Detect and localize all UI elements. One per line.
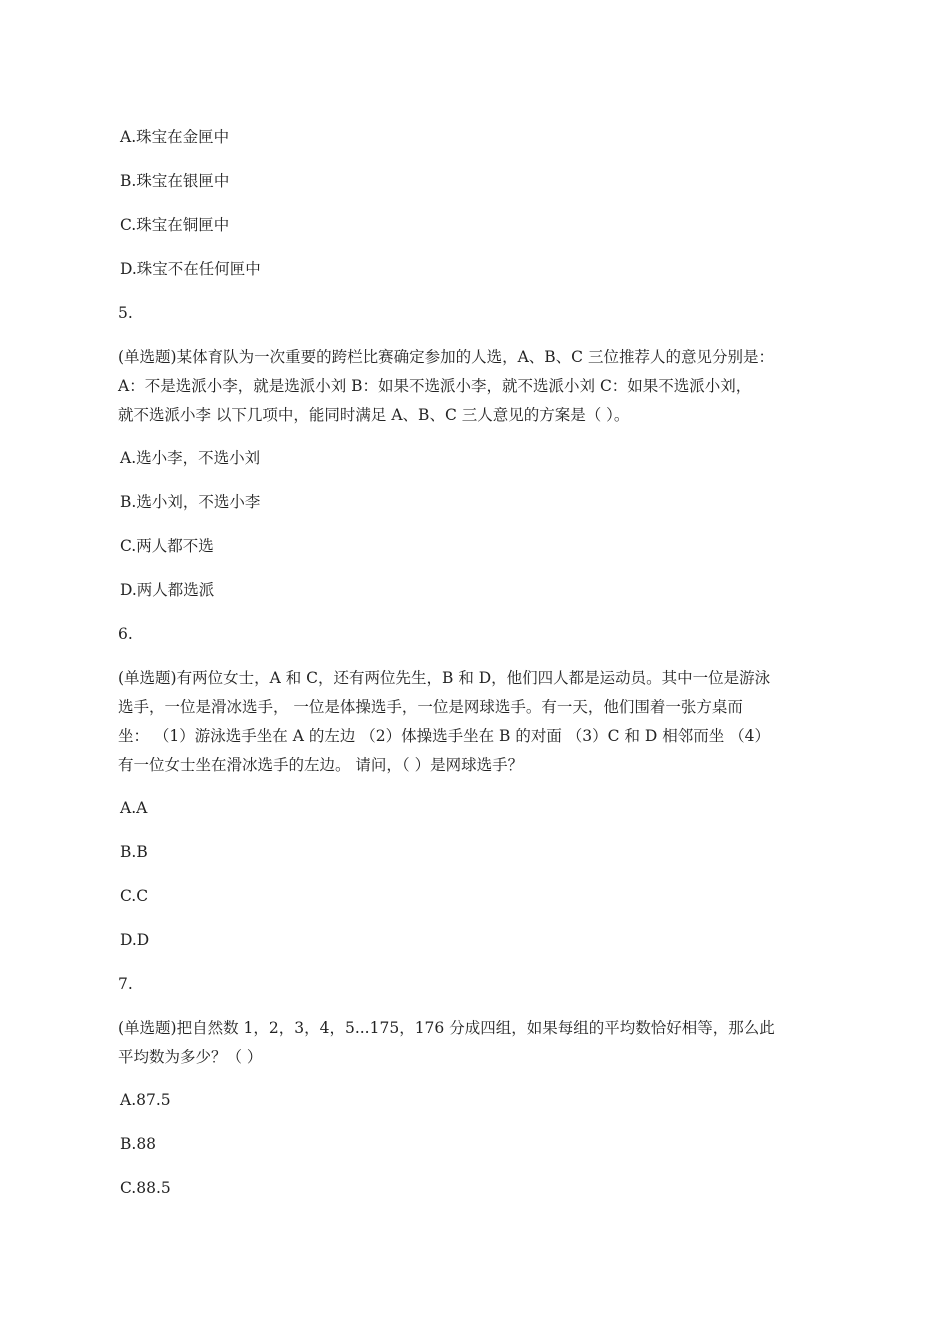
q6-stem-line-2: 选手，一位是滑冰选手， 一位是体操选手，一位是网球选手。有一天，他们围着一张方桌而 (118, 698, 743, 716)
q6-stem-line-4: 有一位女士坐在滑冰选手的左边。 请问，（ ）是网球选手？ (118, 756, 524, 774)
q6-stem-line-3: 坐： （1）游泳选手坐在 A 的左边 （2）体操选手坐在 B 的对面 （3）C 和 D 相邻而坐 （4） (118, 727, 771, 745)
q6-option-b: B.B (120, 843, 148, 861)
q5-option-a: A.选小李，不选小刘 (120, 449, 261, 467)
q4-option-b: B.珠宝在银匣中 (120, 172, 230, 190)
q4-option-a: A.珠宝在金匣中 (120, 128, 230, 146)
q5-number: 5. (118, 304, 133, 322)
q6-option-a: A.A (120, 799, 148, 817)
q6-option-d: D.D (120, 931, 150, 949)
q6-number: 6. (118, 625, 133, 643)
q7-stem-line-2: 平均数为多少？（ ） (118, 1048, 263, 1066)
q7-stem-line-1: (单选题)把自然数 1，2，3，4，5...175，176 分成四组，如果每组的平均数恰好相等，那么此 (118, 1019, 775, 1037)
q4-option-d: D.珠宝不在任何匣中 (120, 260, 261, 278)
q5-stem-line-2: A：不是选派小李，就是选派小刘 B：如果不选派小李，就不选派小刘 C：如果不选派小刘， (118, 377, 752, 395)
q6-stem-line-1: (单选题)有两位女士，A 和 C，还有两位先生，B 和 D，他们四人都是运动员。其中一位是游泳 (118, 669, 771, 687)
q5-stem-line-1: (单选题)某体育队为一次重要的跨栏比赛确定参加的人选，A、B、C 三位推荐人的意见分别是： (118, 348, 774, 366)
q7-option-a: A.87.5 (120, 1091, 171, 1109)
q7-option-b: B.88 (120, 1135, 157, 1153)
q7-option-c: C.88.5 (120, 1179, 171, 1197)
q5-option-b: B.选小刘，不选小李 (120, 493, 261, 511)
q7-number: 7. (118, 975, 133, 993)
q4-option-c: C.珠宝在铜匣中 (120, 216, 230, 234)
q5-stem-line-3: 就不选派小李 以下几项中，能同时满足 A、B、C 三人意见的方案是（ ）。 (118, 406, 630, 424)
q5-option-d: D.两人都选派 (120, 581, 215, 599)
q5-option-c: C.两人都不选 (120, 537, 214, 555)
q6-option-c: C.C (120, 887, 149, 905)
